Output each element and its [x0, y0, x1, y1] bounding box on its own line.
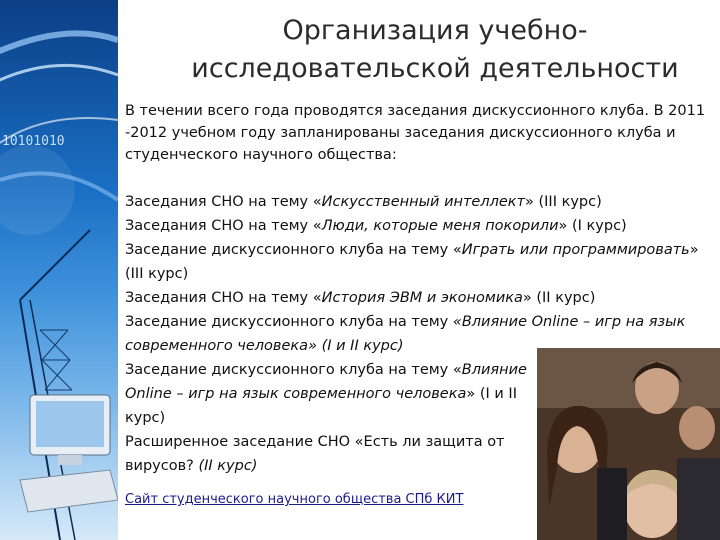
title-line-1: Организация учебно- — [282, 15, 588, 46]
list-item: Заседания СНО на тему «История ЭВМ и экономика» (II курс) — [125, 290, 596, 306]
keyboard-icon — [20, 470, 118, 512]
list-item: Расширенное заседание СНО «Есть ли защита от вирусов? (II курс) — [125, 434, 505, 474]
list-item: Заседание дискуссионного клуба на тему «Играть или программировать» (III курс) — [125, 242, 699, 282]
decorative-side-panel — [0, 0, 118, 540]
tech-collage-graphic — [0, 0, 118, 540]
students-photo-graphic — [537, 348, 720, 540]
list-item: Заседания СНО на тему «Искусственный интеллект» (III курс) — [125, 194, 602, 210]
student-society-site-link[interactable]: Сайт студенческого научного общества СПб КИТ — [125, 492, 464, 507]
list-item: Заседание дискуссионного клуба на тему «Влияние Online – игр на язык современного человека» (I и II курс) — [125, 362, 527, 426]
list-item: Заседание дискуссионного клуба на тему «Влияние Online – игр на язык современного человека» (I и II курс) — [125, 314, 686, 354]
title-line-2: исследовательской деятельности — [191, 53, 679, 84]
binary-text: 10101010 — [2, 134, 65, 149]
list-item: Заседания СНО на тему «Люди, которые меня покорили» (I курс) — [125, 218, 627, 234]
students-photo — [537, 348, 720, 540]
slide-title — [150, 12, 720, 88]
computer-monitor-icon — [30, 395, 110, 465]
intro-paragraph: В течении всего года проводятся заседания дискуссионного клуба. В 2011 -2012 учебном году запланированы заседания дискуссионного клуба и студенческого научного общества: — [125, 103, 706, 163]
